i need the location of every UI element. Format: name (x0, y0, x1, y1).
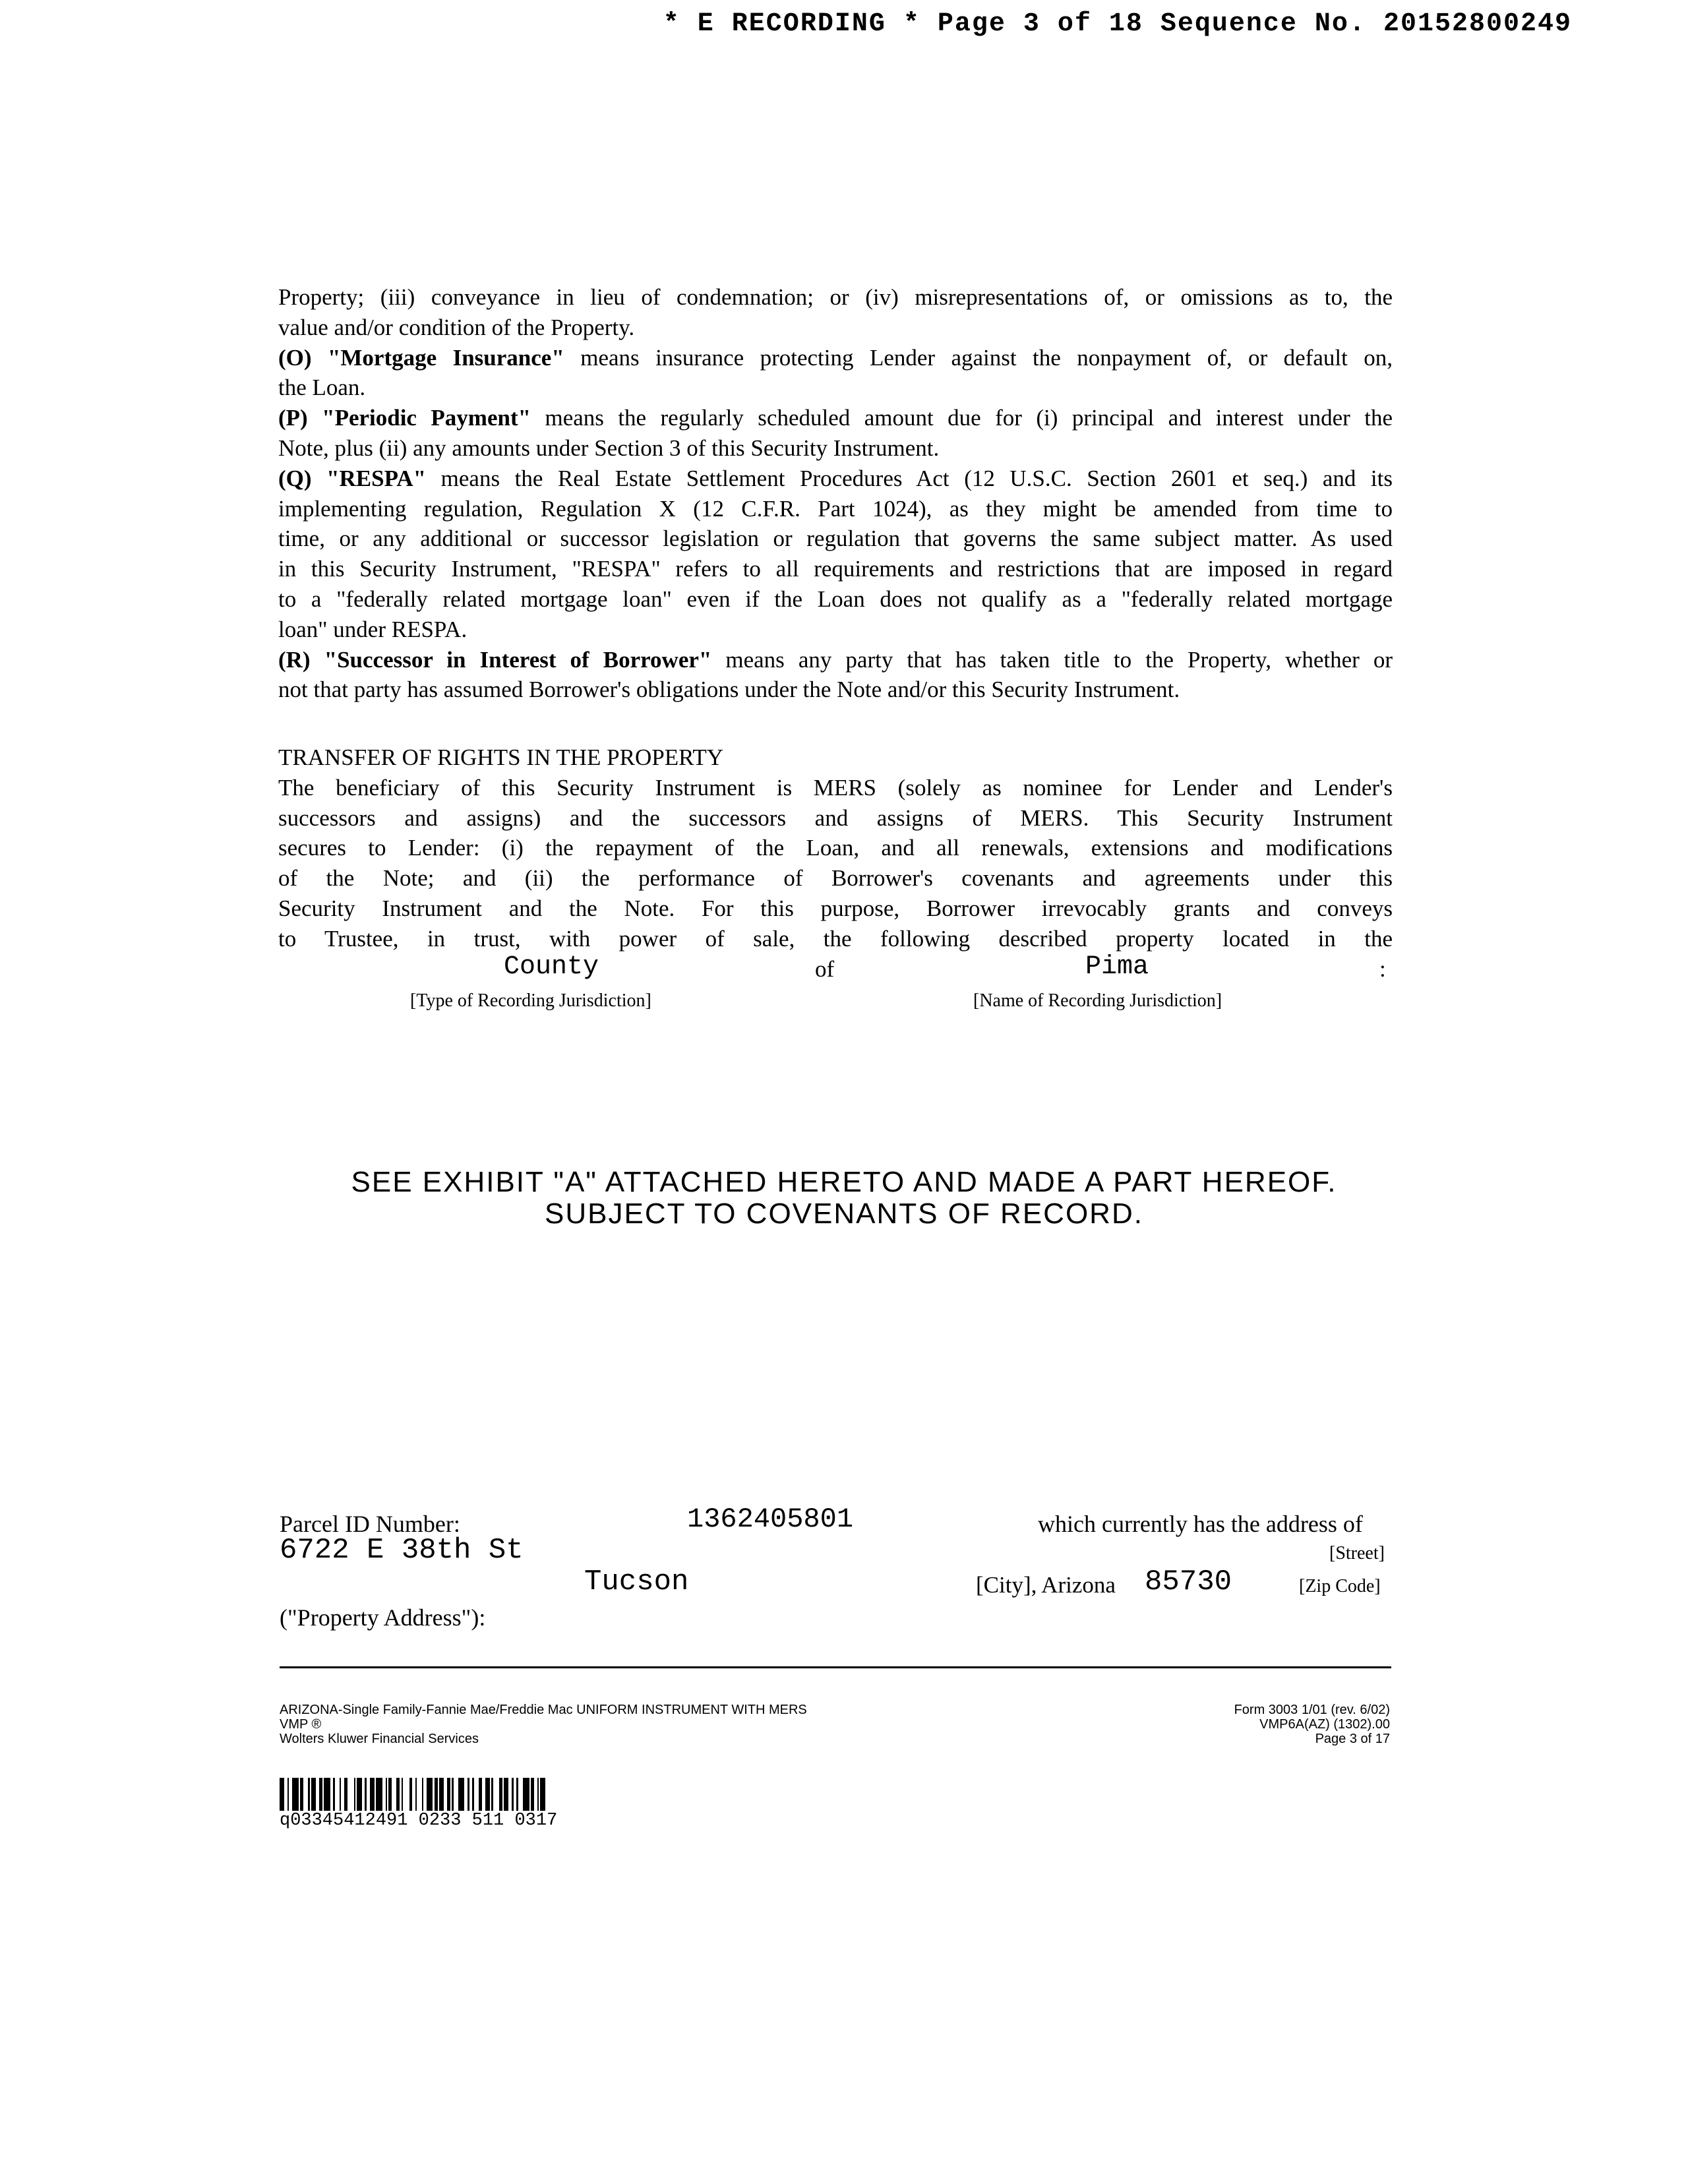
barcode-bar (485, 1778, 490, 1811)
jurisdiction-name-label: [Name of Recording Jurisdiction] (973, 990, 1222, 1011)
barcode-bar (376, 1778, 382, 1811)
parcel-id-number: 1362405801 (687, 1503, 854, 1535)
barcode-bar (540, 1778, 545, 1811)
footer-left (280, 1703, 807, 1746)
barcode-gap (392, 1778, 396, 1811)
transfer-line: of the Note; and (ii) the performance of Borrower's covenants and agreements under this (278, 865, 1393, 892)
barcode-gap (335, 1778, 340, 1811)
barcode-gap (417, 1778, 421, 1811)
definitions-section (278, 282, 1393, 705)
definition-text: means any party that has taken title to the Property, whether or (711, 646, 1393, 673)
recording-header: * E RECORDING * Page 3 of 18 Sequence No. 20152800249 (663, 9, 1572, 39)
transfer-line: The beneficiary of this Security Instrument is MERS (solely as nominee for Lender and Lender's (278, 774, 1393, 801)
barcode-bar (504, 1778, 508, 1811)
zip-label: [Zip Code] (1299, 1576, 1381, 1596)
transfer-section (278, 743, 1393, 954)
definition-term: (P) "Periodic Payment" (278, 405, 531, 431)
footer-instrument: ARIZONA-Single Family-Fannie Mae/Freddie Mac UNIFORM INSTRUMENT WITH MERS (280, 1703, 807, 1717)
definition-line: loan" under RESPA. (278, 616, 467, 642)
definition-term: (Q) "RESPA" (278, 465, 427, 491)
jurisdiction-type-value: County (504, 952, 599, 982)
exhibit-line-1: SEE EXHIBIT "A" ATTACHED HERETO AND MADE A PART HEREOF. (351, 1166, 1337, 1198)
definition-text: means the Real Estate Settlement Procedures Act (12 U.S.C. Section 2601 et seq.) and its (426, 465, 1393, 491)
zip-value: 85730 (1145, 1565, 1232, 1598)
barcode-gap (518, 1778, 523, 1811)
definition-line: value and/or condition of the Property. (278, 314, 635, 340)
transfer-line: Security Instrument and the Note. For this purpose, Borrower irrevocably grants and conveys (278, 895, 1393, 921)
definition-line: to a "federally related mortgage loan" even if the Loan does not qualify as a "federally related mortgage (278, 586, 1393, 612)
definition-P (278, 403, 1393, 433)
definition-line: not that party has assumed Borrower's obligations under the Note and/or this Security Instrument. (278, 677, 1180, 703)
barcode-gap (303, 1778, 308, 1811)
footer-right (1234, 1703, 1390, 1746)
barcode-bar (370, 1778, 375, 1811)
parcel-id-label: Parcel ID Number: (280, 1511, 460, 1537)
address-of-label: which currently has the address of (1038, 1511, 1363, 1537)
jurisdiction-of: of (815, 956, 835, 982)
city-label: [City], Arizona (976, 1572, 1116, 1598)
barcode-gap (403, 1778, 409, 1811)
barcode-bar (292, 1778, 299, 1811)
transfer-line: secures to Lender: (i) the repayment of the Loan, and all renewals, extensions and modifications (278, 835, 1393, 861)
barcode-gap (347, 1778, 354, 1811)
barcode-bar (280, 1778, 284, 1811)
definition-line: in this Security Instrument, "RESPA" refers to all requirements and restrictions that are imposed in regard (278, 556, 1393, 582)
transfer-line: to Trustee, in trust, with power of sale, the following described property located in the (278, 925, 1393, 952)
definition-Q (278, 464, 1393, 494)
barcode-bar (458, 1778, 465, 1811)
definition-line: implementing regulation, Regulation X (12 C.F.R. Part 1024), as they might be amended from time to (278, 495, 1393, 522)
barcode-bar (357, 1778, 361, 1811)
definition-text: means insurance protecting Lender against the nonpayment of, or default on, (564, 344, 1393, 371)
barcode-bar (427, 1778, 433, 1811)
footer-form-number: Form 3003 1/01 (rev. 6/02) (1234, 1703, 1390, 1717)
definition-R (278, 645, 1393, 675)
barcode-bar (324, 1778, 330, 1811)
footer-publisher: Wolters Kluwer Financial Services (280, 1732, 479, 1746)
definition-line: Property; (iii) conveyance in lieu of condemnation; or (iv) misrepresentations of, or omissions as to, the (278, 284, 1393, 310)
transfer-line: successors and assigns) and the successors and assigns of MERS. This Security Instrument (278, 804, 1393, 831)
street-label: [Street] (1329, 1543, 1385, 1563)
definition-O (278, 343, 1393, 373)
city-value: Tucson (584, 1565, 689, 1598)
barcode-image (280, 1778, 715, 1811)
barcode-gap (474, 1778, 479, 1811)
definition-term: (R) "Successor in Interest of Borrower" (278, 646, 712, 673)
barcode-bar (439, 1778, 444, 1811)
footer-vmp-code: VMP6A(AZ) (1302).00 (1259, 1717, 1390, 1732)
street-value: 6722 E 38th St (280, 1534, 524, 1567)
jurisdiction-colon: : (1379, 956, 1386, 982)
barcode-gap (545, 1778, 549, 1811)
barcode-bar (523, 1778, 529, 1811)
property-address-label: ("Property Address"): (280, 1604, 486, 1631)
footer-divider (280, 1666, 1391, 1668)
footer-vmp: VMP ® (280, 1717, 322, 1732)
transfer-heading: TRANSFER OF RIGHTS IN THE PROPERTY (278, 744, 723, 770)
definition-text: means the regularly scheduled amount due for (i) principal and interest under the (531, 405, 1393, 431)
definition-line: the Loan. (278, 375, 366, 401)
definition-line: Note, plus (ii) any amounts under Section 3 of this Security Instrument. (278, 435, 940, 461)
definition-line: time, or any additional or successor legislation or regulation that governs the same subject matter. As used (278, 526, 1393, 552)
footer-page-number: Page 3 of 17 (1315, 1732, 1390, 1746)
definition-term: (O) "Mortgage Insurance" (278, 344, 564, 371)
barcode-bar (311, 1778, 316, 1811)
exhibit-line-2: SUBJECT TO COVENANTS OF RECORD. (545, 1198, 1143, 1230)
barcode-gap (493, 1778, 500, 1811)
jurisdiction-type-label: [Type of Recording Jurisdiction] (410, 990, 651, 1011)
barcode-gap (454, 1778, 458, 1811)
jurisdiction-name-value: Pima (1085, 952, 1149, 982)
barcode-text: q03345412491 0233 511 0317 (280, 1811, 558, 1831)
